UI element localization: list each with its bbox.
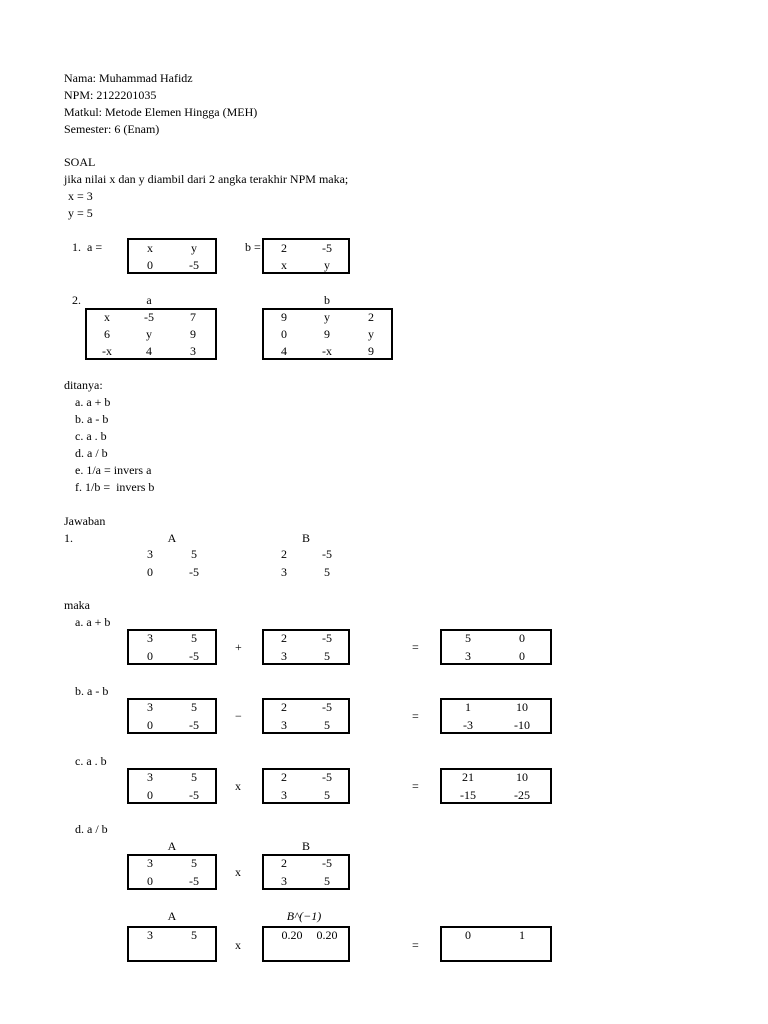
matrix-cell: 3 <box>281 718 287 732</box>
op-add-label: a. a + b <box>75 615 111 629</box>
matrix-cell: -5 <box>189 258 199 272</box>
matrix-cell: 3 <box>281 788 287 802</box>
matrix-cell: -15 <box>460 788 476 802</box>
matrix-cell: 6 <box>104 327 110 341</box>
matrix-cell: 5 <box>324 718 330 732</box>
q1-label: 1. a = <box>72 240 103 254</box>
equals-sign: = <box>412 709 419 723</box>
equals-sign: = <box>412 779 419 793</box>
matrix-cell: 5 <box>465 631 471 645</box>
plus-operator: + <box>235 640 242 654</box>
label-a: A <box>167 839 177 853</box>
equals-sign: = <box>412 938 419 952</box>
ditanya-item: b. a - b <box>75 412 109 426</box>
matrix-cell: 5 <box>191 770 197 784</box>
matrix-cell: 5 <box>324 649 330 663</box>
label-a: A <box>167 531 177 545</box>
matrix-cell: 0 <box>147 649 153 663</box>
times-operator: x <box>235 938 241 952</box>
op-mul-label: c. a . b <box>75 754 107 768</box>
matrix-cell: -5 <box>189 718 199 732</box>
matrix-cell: 0 <box>465 928 471 942</box>
matrix-cell: 9 <box>368 344 374 358</box>
matrix-cell: 0 <box>147 788 153 802</box>
matrix-cell: 21 <box>462 770 474 784</box>
matrix-cell: 9 <box>281 310 287 324</box>
matrix-cell: 3 <box>281 565 287 579</box>
matrix-cell: -x <box>102 344 112 358</box>
matrix-cell: 5 <box>324 874 330 888</box>
matrix-cell: 9 <box>324 327 330 341</box>
matrix-cell: 3 <box>147 770 153 784</box>
matrix-cell: 3 <box>281 874 287 888</box>
matrix-cell: 3 <box>147 631 153 645</box>
matrix-cell: 5 <box>324 565 330 579</box>
student-name: Nama: Muhammad Hafidz <box>64 71 193 85</box>
matrix-cell: 5 <box>191 631 197 645</box>
matrix-cell: 5 <box>191 856 197 870</box>
times-operator: x <box>235 779 241 793</box>
soal-intro: jika nilai x dan y diambil dari 2 angka terakhir NPM maka; <box>64 172 349 186</box>
student-npm: NPM: 2122201035 <box>64 88 157 102</box>
matrix-cell: 5 <box>191 700 197 714</box>
matrix-cell: 3 <box>281 649 287 663</box>
ditanya-item: f. 1/b = invers b <box>75 480 155 494</box>
matrix-cell: 3 <box>147 856 153 870</box>
matrix-cell: -5 <box>189 874 199 888</box>
matrix-cell: 7 <box>190 310 196 324</box>
matrix-cell: -5 <box>144 310 154 324</box>
maka-label: maka <box>64 598 90 612</box>
label-a: A <box>167 909 177 923</box>
matrix-cell: 10 <box>516 770 528 784</box>
x-value: x = 3 <box>68 189 93 203</box>
matrix-cell: 5 <box>324 788 330 802</box>
matrix-cell: 2 <box>281 547 287 561</box>
ditanya-item: e. 1/a = invers a <box>75 463 152 477</box>
matrix-cell: 5 <box>191 928 197 942</box>
matrix-cell: x <box>281 258 287 272</box>
jawaban-title: Jawaban <box>64 514 106 528</box>
matrix-cell: 0 <box>147 258 153 272</box>
matrix-cell: y <box>324 310 330 324</box>
matrix-cell: 0 <box>147 718 153 732</box>
matrix-cell: 4 <box>281 344 287 358</box>
matrix-cell: 2 <box>368 310 374 324</box>
matrix-cell: 9 <box>190 327 196 341</box>
course-name: Matkul: Metode Elemen Hingga (MEH) <box>64 105 258 119</box>
label-b: B <box>301 531 310 545</box>
q2-a-label: a <box>146 293 152 307</box>
matrix-cell: -5 <box>189 565 199 579</box>
matrix-cell: 3 <box>465 649 471 663</box>
ditanya-title: ditanya: <box>64 378 103 392</box>
matrix-cell: 2 <box>281 631 287 645</box>
label-b: B <box>301 839 310 853</box>
matrix-cell: 2 <box>281 700 287 714</box>
matrix-cell: -5 <box>189 649 199 663</box>
ditanya-item: d. a / b <box>75 446 108 460</box>
matrix-cell: 2 <box>281 856 287 870</box>
matrix-cell: -5 <box>322 241 332 255</box>
label-b-inverse: B^(−1) <box>286 909 322 923</box>
q2-label: 2. <box>72 293 81 307</box>
matrix-cell: -x <box>322 344 332 358</box>
matrix-cell: 0 <box>147 874 153 888</box>
matrix-cell: 2 <box>281 241 287 255</box>
matrix-cell: -5 <box>189 788 199 802</box>
matrix-cell: x <box>147 241 153 255</box>
semester: Semester: 6 (Enam) <box>64 122 160 136</box>
matrix-cell: 0.20 <box>316 928 338 942</box>
times-operator: x <box>235 865 241 879</box>
op-div-label: d. a / b <box>75 822 108 836</box>
matrix-cell: x <box>104 310 110 324</box>
matrix-cell: -25 <box>514 788 530 802</box>
matrix-cell: 0 <box>519 631 525 645</box>
matrix-cell: y <box>146 327 152 341</box>
matrix-cell: -5 <box>322 856 332 870</box>
ditanya-item: c. a . b <box>75 429 107 443</box>
jawaban-number: 1. <box>64 531 73 545</box>
q1-b-label: b = <box>245 240 261 254</box>
matrix-cell: 5 <box>191 547 197 561</box>
matrix-cell: 0.20 <box>281 928 303 942</box>
matrix-cell: 3 <box>147 700 153 714</box>
matrix-cell: 4 <box>146 344 152 358</box>
matrix-cell: -5 <box>322 547 332 561</box>
op-sub-label: b. a - b <box>75 684 109 698</box>
matrix-cell: 3 <box>147 547 153 561</box>
matrix-cell: y <box>191 241 197 255</box>
y-value: y = 5 <box>68 206 93 220</box>
soal-title: SOAL <box>64 155 96 169</box>
matrix-cell: 3 <box>147 928 153 942</box>
minus-operator: − <box>235 709 242 723</box>
matrix-cell: -10 <box>514 718 530 732</box>
matrix-cell: -5 <box>322 770 332 784</box>
matrix-cell: 1 <box>465 700 471 714</box>
matrix-cell: 10 <box>516 700 528 714</box>
matrix-cell: -5 <box>322 700 332 714</box>
matrix-cell: 2 <box>281 770 287 784</box>
q2-b-label: b <box>324 293 330 307</box>
matrix-cell: 0 <box>281 327 287 341</box>
matrix-cell: 0 <box>519 649 525 663</box>
equals-sign: = <box>412 640 419 654</box>
matrix-cell: 3 <box>190 344 196 358</box>
ditanya-item: a. a + b <box>75 395 111 409</box>
matrix-cell: 0 <box>147 565 153 579</box>
matrix-cell: -3 <box>463 718 473 732</box>
matrix-cell: y <box>368 327 374 341</box>
matrix-cell: y <box>324 258 330 272</box>
matrix-cell: 1 <box>519 928 525 942</box>
matrix-cell: -5 <box>322 631 332 645</box>
